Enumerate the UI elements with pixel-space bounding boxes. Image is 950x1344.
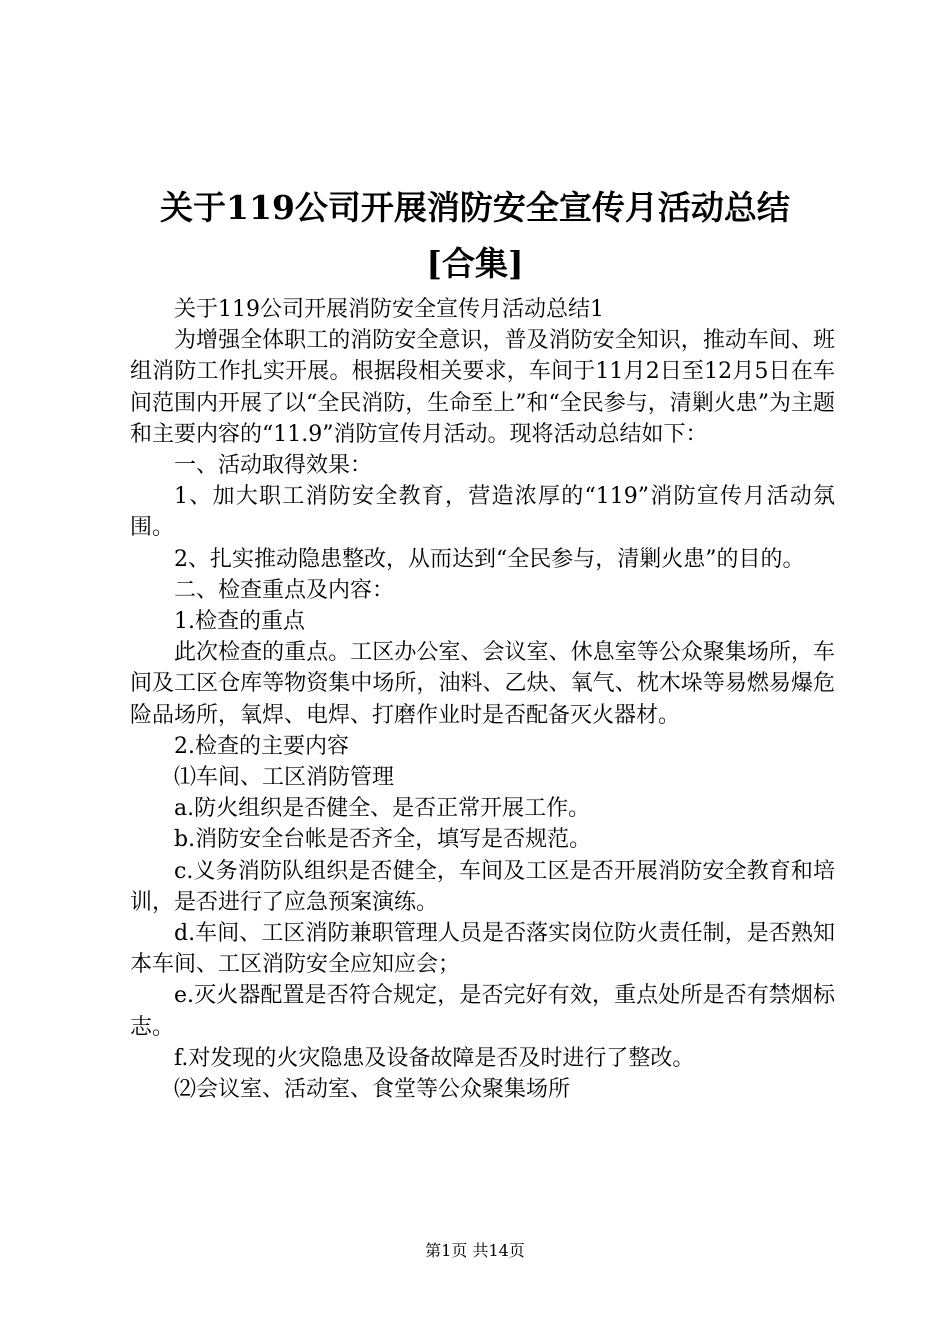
list-item-d: d.车间、工区消防兼职管理人员是否落实岗位防火责任制，是否熟知本车间、工区消防安全应知应会； [130,921,835,978]
document-body [130,294,835,1105]
list-item-b: b.消防安全台帐是否齐全，填写是否规范。 [174,827,592,853]
list-heading-management: ⑴车间、工区消防管理 [174,765,395,791]
paragraph-effect-2: 2、扎实推动隐患整改，从而达到“全民参与，清剿火患”的目的。 [174,546,805,572]
list-item-e: e.灭火器配置是否符合规定，是否完好有效，重点处所是否有禁烟标志。 [130,983,835,1040]
list-item-c: c.义务消防队组织是否健全，车间及工区是否开展消防安全教育和培训，是否进行了应急预案演练。 [130,858,835,915]
document-title-suffix: [合集] [426,244,524,283]
paragraph-intro: 为增强全体职工的消防安全意识，普及消防安全知识，推动车间、班组消防工作扎实开展。根据段相关要求，车间于11月2日至12月5日在车间范围内开展了以“全民消防，生命至上”和“全民参与，清剿火患”为主题和主要内容的“11.9”消防宣传月活动。现将活动总结如下： [130,328,835,447]
list-item-f: f.对发现的火灾隐患及设备故障是否及时进行了整改。 [174,1045,695,1071]
paragraph-focus: 此次检查的重点。工区办公室、会议室、休息室等公众聚集场所，车间及工区仓库等物资集中场所，油料、乙炔、氧气、枕木垛等易燃易爆危险品场所，氧焊、电焊、打磨作业时是否配备灭火器材。 [130,640,835,728]
list-heading-public-places: ⑵会议室、活动室、食堂等公众聚集场所 [174,1077,571,1103]
page-footer: 第1页 共14页 [425,1241,525,1260]
section-heading-inspection: 二、检查重点及内容： [174,577,395,603]
section-heading: 关于119公司开展消防安全宣传月活动总结1 [174,297,604,322]
subheading-focus: 1.检查的重点 [174,609,305,635]
section-heading-effects: 一、活动取得效果： [174,453,373,479]
document-title: 关于119公司开展消防安全宣传月活动总结 [160,188,790,227]
list-item-a: a.防火组织是否健全、是否正常开展工作。 [174,796,591,822]
paragraph-effect-1: 1、加大职工消防安全教育，营造浓厚的“119”消防宣传月活动氛围。 [130,484,835,541]
subheading-contents: 2.检查的主要内容 [174,733,349,759]
